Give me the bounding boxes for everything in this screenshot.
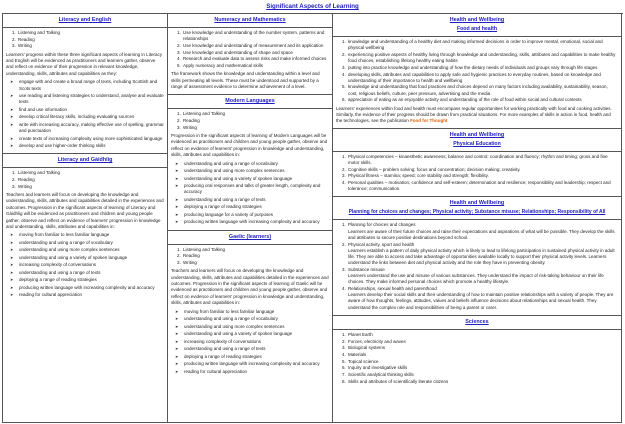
- list-item: 4. developing skills, attributes and capabilities to apply safe and hygienic practices to everyday routines, based on knowledge and understanding of their importance to health and wellbeing: [347, 72, 618, 84]
- aspects-list-gaelic-learners: [171, 247, 329, 267]
- list-item: ➤ reading for cultural appreciation: [175, 369, 329, 375]
- list-item: 2. Reading: [182, 118, 329, 124]
- aspects-list-literacy-gaidhlig: [6, 170, 164, 190]
- aspects-list-modern-languages: [171, 111, 329, 131]
- list-item: 1. Planet Earth: [347, 332, 618, 338]
- list-item: [347, 222, 618, 241]
- section-heading-hwb-food: Health and Wellbeing: [449, 17, 505, 23]
- list-item: ➤ understanding and using a range of texts: [175, 197, 329, 203]
- list-item: 1. Listening and Talking: [17, 30, 164, 36]
- list-item: 1. Use knowledge and understanding of the number system, patterns and relationships: [182, 30, 329, 42]
- note-paragraph-numeracy-maths: The framework shows the knowledge and understanding within a level and skills permeating all levels. These must be understood and supported by a range of assessment evidence to determine achievement of a level.: [171, 71, 320, 90]
- list-item: ➤ develop and use higher-order thinking skills: [10, 143, 164, 149]
- list-item: ➤ create texts of increasing complexity using more sophisticated language: [10, 136, 164, 142]
- list-item: ➤ understanding and using more complex sentences: [175, 168, 329, 174]
- column-middle: [168, 14, 333, 423]
- group-label: Substance misuse: [348, 266, 385, 272]
- group-label: Physical activity, sport and health: [348, 241, 415, 247]
- list-item: 2. experiencing positive aspects of healthy living through knowledge and understanding, skills, attributes and capabilities to make healthy food choices, establishing lifelong healthy eating habits: [347, 52, 618, 64]
- group-text: Learners establish a pattern of daily physical activity which is likely to lead to lifelong participation in sustained physical activity in adult life. They are able to access and take advantage of opportunities available locally to support their physical activity levels. Learners understand the links between diet and physical activity and the role they have in preventing obesity.: [348, 247, 615, 266]
- section-literacy-and-english: [3, 14, 167, 154]
- list-item: ➤ deploying a range of reading strategies: [10, 277, 164, 283]
- divider: [333, 219, 621, 220]
- section-heading-gaelic-learners: Gaelic (learners): [228, 233, 272, 240]
- groups-list-hwb-planning: [336, 222, 618, 310]
- list-item: 3. Physical fitness – stamina; speed; core stability and strength; flexibility.: [347, 173, 618, 179]
- section-gaelic-learners: [168, 231, 332, 379]
- divider: [3, 167, 167, 168]
- intro-paragraph-literacy-english: Learners' progress within these three significant aspects of learning in Literacy and English will be evidenced as practitioners and learners gather, observe and reflect on evidence of their progression in relevant knowledge, understanding, skills, attributes and capabilities as they:: [6, 51, 162, 76]
- section-heading-numeracy-maths: Numeracy and Mathematics: [214, 17, 286, 23]
- list-item: ➤ increasing complexity of conversations: [10, 262, 164, 268]
- footer-paragraph-hwb-food: [336, 106, 618, 125]
- list-item: 3. Writing: [182, 260, 329, 266]
- list-item: ➤ understanding and using a range of vocabulary: [175, 316, 329, 322]
- list-item: ➤ find and use information: [10, 107, 164, 113]
- aspects-list-literacy-english: [6, 30, 164, 50]
- bullets-modern-languages: [171, 161, 329, 226]
- list-item: 3. Writing: [17, 184, 164, 190]
- section-hwb-food-and-health: [333, 14, 621, 129]
- section-heading-literacy-gaidhlig: Literacy and Gàidhlig: [57, 157, 113, 164]
- section-heading-hwb-pe: Health and Wellbeing: [449, 131, 505, 138]
- list-item: 1. Listening and Talking: [182, 111, 329, 117]
- list-item: 1. Physical competencies – kinaesthetic awareness; balance and control; coordination and fluency; rhythm and timing; gross and fine motor skills.: [347, 154, 618, 166]
- list-item: 3. putting into practice knowledge and understanding of how the dietary needs of individuals and groups vary through life stages: [347, 65, 618, 71]
- list-item: ➤ understanding and using a variety of spoken language: [175, 331, 329, 337]
- column-left: [3, 14, 168, 423]
- section-numeracy-and-mathematics: [168, 14, 332, 95]
- list-item: ➤ understanding and using a variety of spoken language: [10, 255, 164, 261]
- section-literacy-and-gaidhlig: [3, 154, 167, 302]
- list-item: ➤ deploying a range of reading strategies: [175, 204, 329, 210]
- list-item: 5. Apply numeracy and mathematical skills: [182, 63, 329, 69]
- list-item: 2. Reading: [17, 177, 164, 183]
- list-item: 2. Forces, electricity and waves: [347, 339, 618, 345]
- list-item: 5. Topical science: [347, 359, 618, 365]
- group-text: Learners develop their social skills and their understanding of how to maintain positive relationships with a variety of people. They are aware of how thoughts, feelings, attitudes, values and beliefs influence decisions about relationships and sexual health. They understand the complex role and responsibilities of being a parent or carer.: [348, 292, 614, 310]
- divider: [333, 36, 621, 37]
- divider: [333, 151, 621, 152]
- significant-aspects-table: [2, 13, 623, 423]
- list-item: 8. Skills and attributes of scientifically literate citizens: [347, 379, 618, 385]
- food-for-thought-link[interactable]: Food for Thought: [410, 118, 448, 124]
- list-item: 1. Listening and Talking: [17, 170, 164, 176]
- list-item: 6. appreciation of eating as an enjoyable activity and understanding of the role of food within social and cultural contexts: [347, 97, 618, 103]
- list-item: ➤ understanding and using a range of texts: [175, 346, 329, 352]
- bullets-literacy-gaidhlig: [6, 232, 164, 298]
- intro-paragraph-gaelic-learners: Teachers and learners will focus on developing the knowledge and understanding, skills, attributes and capabilities detailed in the experiences and outcomes. Progression in the significant aspects of learning of Gaelic will be evidenced as practitioners and children and young people gather, observe and reflect on evidence of learners' progression in knowledge and understanding, skills, attributes and capabilities in:: [171, 268, 329, 306]
- list-item: ➤ producing oral responses and talks of greater length, complexity and accuracy: [175, 183, 329, 196]
- divider: [168, 108, 332, 109]
- section-sciences: [333, 316, 621, 389]
- list-item: 4. Research and evaluate data to assess risks and make informed choices: [182, 56, 329, 62]
- aspects-list-hwb-pe: [336, 154, 618, 193]
- list-item: ➤ producing written language with increasing complexity and accuracy: [10, 285, 164, 291]
- divider: [333, 329, 621, 330]
- intro-paragraph-literacy-gaidhlig: Teachers and learners will focus on developing the knowledge and understanding, skills, attributes and capabilities detailed in the experiences and outcomes. Progression in the significant aspects of learning of Literacy and Gàidhlig will be evidenced as practitioners and children and young people gather, observe and reflect on evidence of learners' progression in knowledge and understanding, skills, attributes and capabilities in:: [6, 191, 164, 229]
- group-text: Learners are aware of their future choices and raise their expectations and aspirations of what will be possible. They develop the skills and attributes to secure positive destinations beyond school.: [348, 228, 615, 240]
- bullets-literacy-english: [6, 79, 164, 149]
- list-item: ➤ understanding and using more complex sentences: [175, 324, 329, 330]
- section-hwb-planning-choices: [333, 197, 621, 315]
- page-title: Significant Aspects of Learning: [266, 3, 359, 10]
- group-label: Planning for choices and changes: [348, 222, 416, 228]
- footer-text: Learners' experiences within food and health must encompass regular opportunities for working practically with food and cooking activities. Similarly, the evidence of their progress should be drawn from practical situations. For more examples of skills in action in food, health and the technologies, see the publication: [336, 105, 612, 124]
- list-item: ➤ producing written language with increasing complexity and accuracy: [175, 219, 329, 225]
- divider: [168, 244, 332, 245]
- list-item: 3. Use knowledge and understanding of shape and space: [182, 50, 329, 56]
- list-item: ➤ producing language for a variety of purposes: [175, 212, 329, 218]
- aspects-list-numeracy-maths: [171, 30, 329, 69]
- section-heading-sciences: Sciences: [465, 318, 489, 325]
- intro-paragraph-modern-languages: Progression in the significant aspects of learning of Modern Languages will be evidenced as practitioners and children and young people gather, observe and reflect on evidence of learners' progression in knowledge and understanding, skills, attributes and capabilities in:: [171, 133, 328, 158]
- section-subheading-food-and-health: Food and health: [456, 26, 498, 32]
- divider: [168, 27, 332, 28]
- bullets-gaelic-learners: [171, 309, 329, 375]
- list-item: ➤ increasing complexity of conversations: [175, 339, 329, 345]
- group-label: Relationships, sexual health and parenthood: [348, 286, 437, 291]
- list-item: ➤ understanding and using a range of vocabulary: [175, 161, 329, 167]
- list-item: ➤ engage with and create a broad range of texts, including Scottish and Scots texts: [10, 79, 164, 92]
- aspects-list-hwb-food: [336, 39, 618, 104]
- list-item: 2. Reading: [182, 253, 329, 259]
- list-item: ➤ understanding and using a variety of spoken language: [175, 176, 329, 182]
- group-text: Learners understand the use and misuse of various substances. They understand the impact of risk-taking behaviour on their life choices. They make informed personal choices which promote a healthy lifestyle.: [348, 273, 604, 285]
- list-item: 3. Biological systems: [347, 345, 618, 351]
- list-item: ➤ understanding and using more complex sentences: [10, 247, 164, 253]
- list-item: ➤ deploying a range of reading strategies: [175, 354, 329, 360]
- list-item: ➤ use reading and listening strategies to understand, analyse and evaluate texts: [10, 93, 164, 106]
- list-item: [347, 242, 618, 267]
- section-modern-languages: [168, 95, 332, 230]
- column-right: [333, 14, 622, 423]
- list-item: ➤ moving from familiar to less familiar language: [10, 232, 164, 238]
- section-subheading-hwb-planning: Planning for choices and changes; Physical activity; Substance misuse; Relationships; Responsibility of All: [348, 209, 606, 216]
- list-item: 2. Reading: [17, 37, 164, 43]
- list-item: 3. Writing: [182, 125, 329, 131]
- list-item: ➤ producing written language with increasing complexity and accuracy: [175, 361, 329, 367]
- list-item: [347, 286, 618, 311]
- list-item: [347, 267, 618, 286]
- divider: [3, 27, 167, 28]
- list-item: ➤ write with increasing accuracy, making effective use of spelling, grammar and punctuation: [10, 122, 164, 135]
- list-item: 4. Materials: [347, 352, 618, 358]
- aspects-list-sciences: [336, 332, 618, 385]
- list-item: ➤ understanding and using a range of texts: [10, 270, 164, 276]
- list-item: ➤ develop critical literacy skills, including evaluating sources: [10, 114, 164, 120]
- list-item: 2. Use knowledge and understanding of measurement and its application: [182, 43, 329, 49]
- list-item: ➤ moving from familiar to less familiar language: [175, 309, 329, 315]
- list-item: 7. Scientific analytical thinking skills: [347, 372, 618, 378]
- section-heading-literacy-english: Literacy and English: [58, 17, 112, 23]
- section-subheading-physical-education: Physical Education: [453, 140, 501, 147]
- list-item: ➤ reading for cultural appreciation: [10, 292, 164, 298]
- list-item: 2. Cognitive skills – problem solving; focus and concentration; decision making; creativity.: [347, 167, 618, 173]
- section-heading-modern-languages: Modern Languages: [225, 98, 275, 105]
- section-hwb-physical-education: [333, 129, 621, 198]
- list-item: 6. Inquiry and investigative skills: [347, 365, 618, 371]
- list-item: 5. knowledge and understanding that food practices and choices depend on many factors including availability, sustainability, season, cost, religious beliefs, culture, peer pressure, advertising and the media: [347, 84, 618, 96]
- list-item: 4. Personal qualities – motivation; confidence and self-esteem; determination and resilience; responsibility and leadership; respect and tolerance; communication.: [347, 180, 618, 192]
- list-item: 1. Listening and Talking: [182, 247, 329, 253]
- list-item: 3. Writing: [17, 43, 164, 49]
- list-item: 1. knowledge and understanding of a healthy diet and making informed decisions in order to improve mental, emotional, social and physical wellbeing: [347, 39, 618, 51]
- section-heading-hwb-planning: Health and Wellbeing: [449, 200, 505, 207]
- list-item: ➤ understanding and using a range of vocabulary: [10, 240, 164, 246]
